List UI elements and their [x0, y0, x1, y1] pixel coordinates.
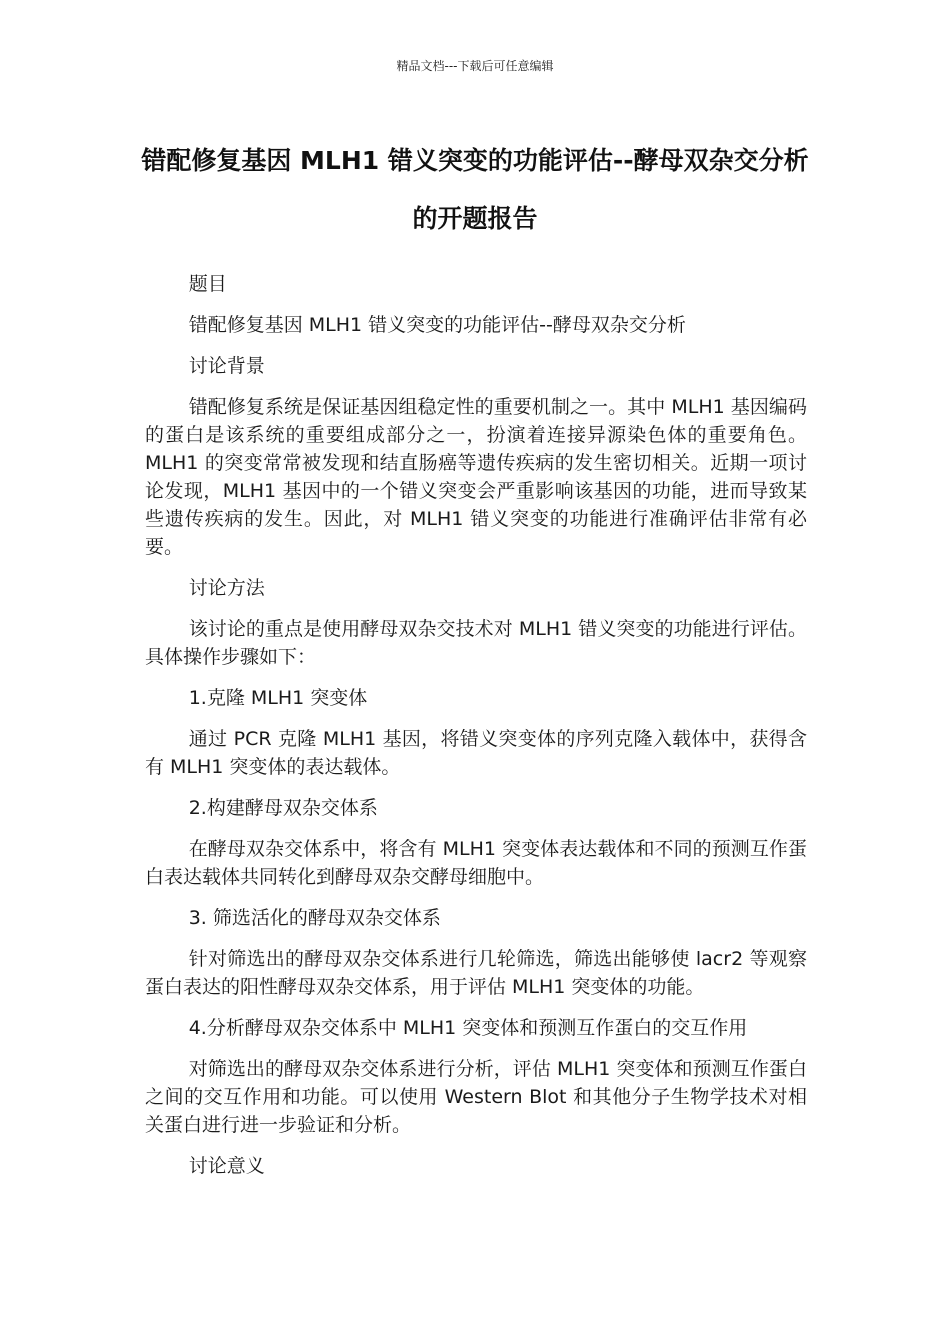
step-4-heading: 4.分析酵母双杂交体系中 MLH1 突变体和预测互作蛋白的交互作用: [188, 1017, 748, 1039]
step-4-paragraph: 对筛选出的酵母双杂交体系进行分析，评估 MLH1 突变体和预测互作蛋白之间的交互作用和功能。可以使用 Western Blot 和其他分子生物学技术对相关蛋白进行进一步验证和分析。: [145, 1058, 807, 1136]
method-intro-paragraph: 该讨论的重点是使用酵母双杂交技术对 MLH1 错义突变的功能进行评估。具体操作步骤如下：: [145, 618, 807, 668]
section-heading-significance: 讨论意义: [188, 1155, 265, 1177]
step-2-heading: 2.构建酵母双杂交体系: [188, 797, 378, 819]
step-2-paragraph: 在酵母双杂交体系中，将含有 MLH1 突变体表达载体和不同的预测互作蛋白表达载体共同转化到酵母双杂交酵母细胞中。: [145, 838, 807, 888]
section-heading-background: 讨论背景: [188, 355, 265, 377]
background-paragraph: 错配修复系统是保证基因组稳定性的重要机制之一。其中 MLH1 基因编码的蛋白是该系统的重要组成部分之一，扮演着连接异源染色体的重要角色。MLH1 的突变常常被发现和结直肠癌等遗传疾病的发生密切相关。近期一项讨论发现，MLH1 基因中的一个错义突变会严重影响该基因的功能，进而导致某些遗传疾病的发生。因此，对 MLH1 错义突变的功能进行准确评估非常有必要。: [145, 396, 807, 558]
step-1-heading: 1.克隆 MLH1 突变体: [188, 687, 368, 709]
section-heading-method: 讨论方法: [188, 577, 265, 599]
header-note: 精品文档---下载后可任意编辑: [396, 59, 554, 73]
section-heading-topic: 题目: [188, 273, 227, 295]
topic-text: 错配修复基因 MLH1 错义突变的功能评估--酵母双杂交分析: [188, 314, 686, 336]
document-body: [145, 270, 807, 1193]
step-1-paragraph: 通过 PCR 克隆 MLH1 基因，将错义突变体的序列克隆入载体中，获得含有 MLH1 突变体的表达载体。: [145, 728, 807, 778]
step-3-heading: 3. 筛选活化的酵母双杂交体系: [188, 907, 441, 929]
document-title: 错配修复基因 MLH1 错义突变的功能评估--酵母双杂交分析的开题报告: [141, 146, 809, 233]
step-3-paragraph: 针对筛选出的酵母双杂交体系进行几轮筛选，筛选出能够使 lacr2 等观察蛋白表达的阳性酵母双杂交体系，用于评估 MLH1 突变体的功能。: [145, 948, 807, 998]
